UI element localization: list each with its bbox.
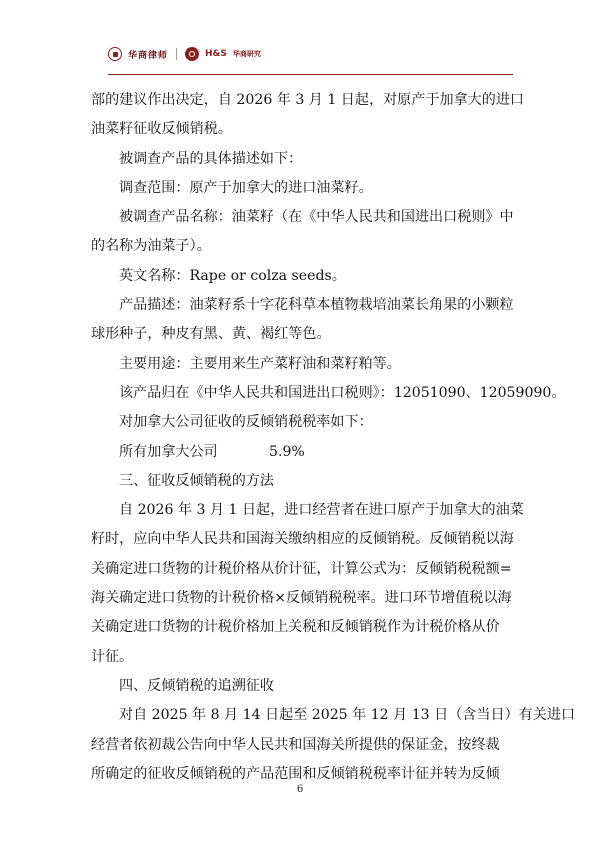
page-number: 6 xyxy=(296,784,304,795)
body-line: 经营者依初裁公告向中华人民共和国海关所提供的保证金，按终裁 xyxy=(91,736,500,753)
document-body xyxy=(91,86,576,789)
body-line: 部的建议作出决定，自 2026 年 3 月 1 日起，对原产于加拿大的进口 xyxy=(91,92,525,108)
header-divider xyxy=(108,74,513,75)
body-line: 关确定进口货物的计税价格从价计征，计算公式为：反倾销税税额= xyxy=(91,560,512,577)
body-line: 的名称为油菜子）。 xyxy=(91,238,211,255)
hs-logo-icon xyxy=(185,47,199,61)
body-line: 关确定进口货物的计税价格加上关税和反倾销税作为计税价格从价 xyxy=(91,619,500,636)
body-line: 球形种子，种皮有黑、黄、褐红等色。 xyxy=(91,326,331,343)
hs-brand-text: H&S xyxy=(205,49,227,59)
section-heading: 三、征收反倾销税的方法 xyxy=(119,472,275,489)
body-line: 对自 2025 年 8 月 14 日起至 2025 年 12 月 13 日（含当日）有关进口 xyxy=(119,707,576,724)
body-line: 自 2026 年 3 月 1 日起，进口经营者在进口原产于加拿大的油菜 xyxy=(119,502,524,519)
body-line: 油菜籽征收反倾销税。 xyxy=(91,121,232,138)
body-line: 被调查产品的具体描述如下： xyxy=(119,150,303,167)
tariff-row xyxy=(91,438,523,467)
law-firm-logo-text: 华商律师 xyxy=(128,50,169,61)
body-line: 海关确定进口货物的计税价格×反倾销税税率。进口环节增值税以海 xyxy=(91,590,512,607)
body-line: 产品描述：油菜籽系十字花科草本植物栽培油菜长角果的小颗粒 xyxy=(119,297,514,314)
body-line: 被调查产品名称：油菜籽（在《中华人民共和国进出口税则》中 xyxy=(119,209,514,226)
page-header xyxy=(108,47,261,61)
body-line: 主要用途：主要用来生产菜籽油和菜籽粕等。 xyxy=(119,355,401,372)
body-line: 所确定的征收反倾销税的产品范围和反倾销税税率计征并转为反倾 xyxy=(91,765,500,782)
company-name: 所有加拿大公司 xyxy=(119,443,218,460)
hs-logo-text: 华商研究 xyxy=(232,49,261,58)
body-line: 调查范围：原产于加拿大的进口油菜籽。 xyxy=(119,179,373,196)
section-heading: 四、反倾销税的追溯征收 xyxy=(119,677,275,694)
body-line: 对加拿大公司征收的反倾销税税率如下： xyxy=(119,414,373,431)
body-line: 计征。 xyxy=(91,648,134,665)
body-line: 该产品归在《中华人民共和国进出口税则》：12051090、12059090。 xyxy=(119,384,566,401)
duty-rate: 5.9% xyxy=(269,443,305,460)
logo-divider xyxy=(176,48,177,60)
body-line: 英文名称：Rape or colza seeds。 xyxy=(119,267,346,284)
body-line: 籽时，应向中华人民共和国海关缴纳相应的反倾销税。反倾销税以海 xyxy=(91,531,514,548)
law-firm-logo-icon xyxy=(108,47,122,61)
